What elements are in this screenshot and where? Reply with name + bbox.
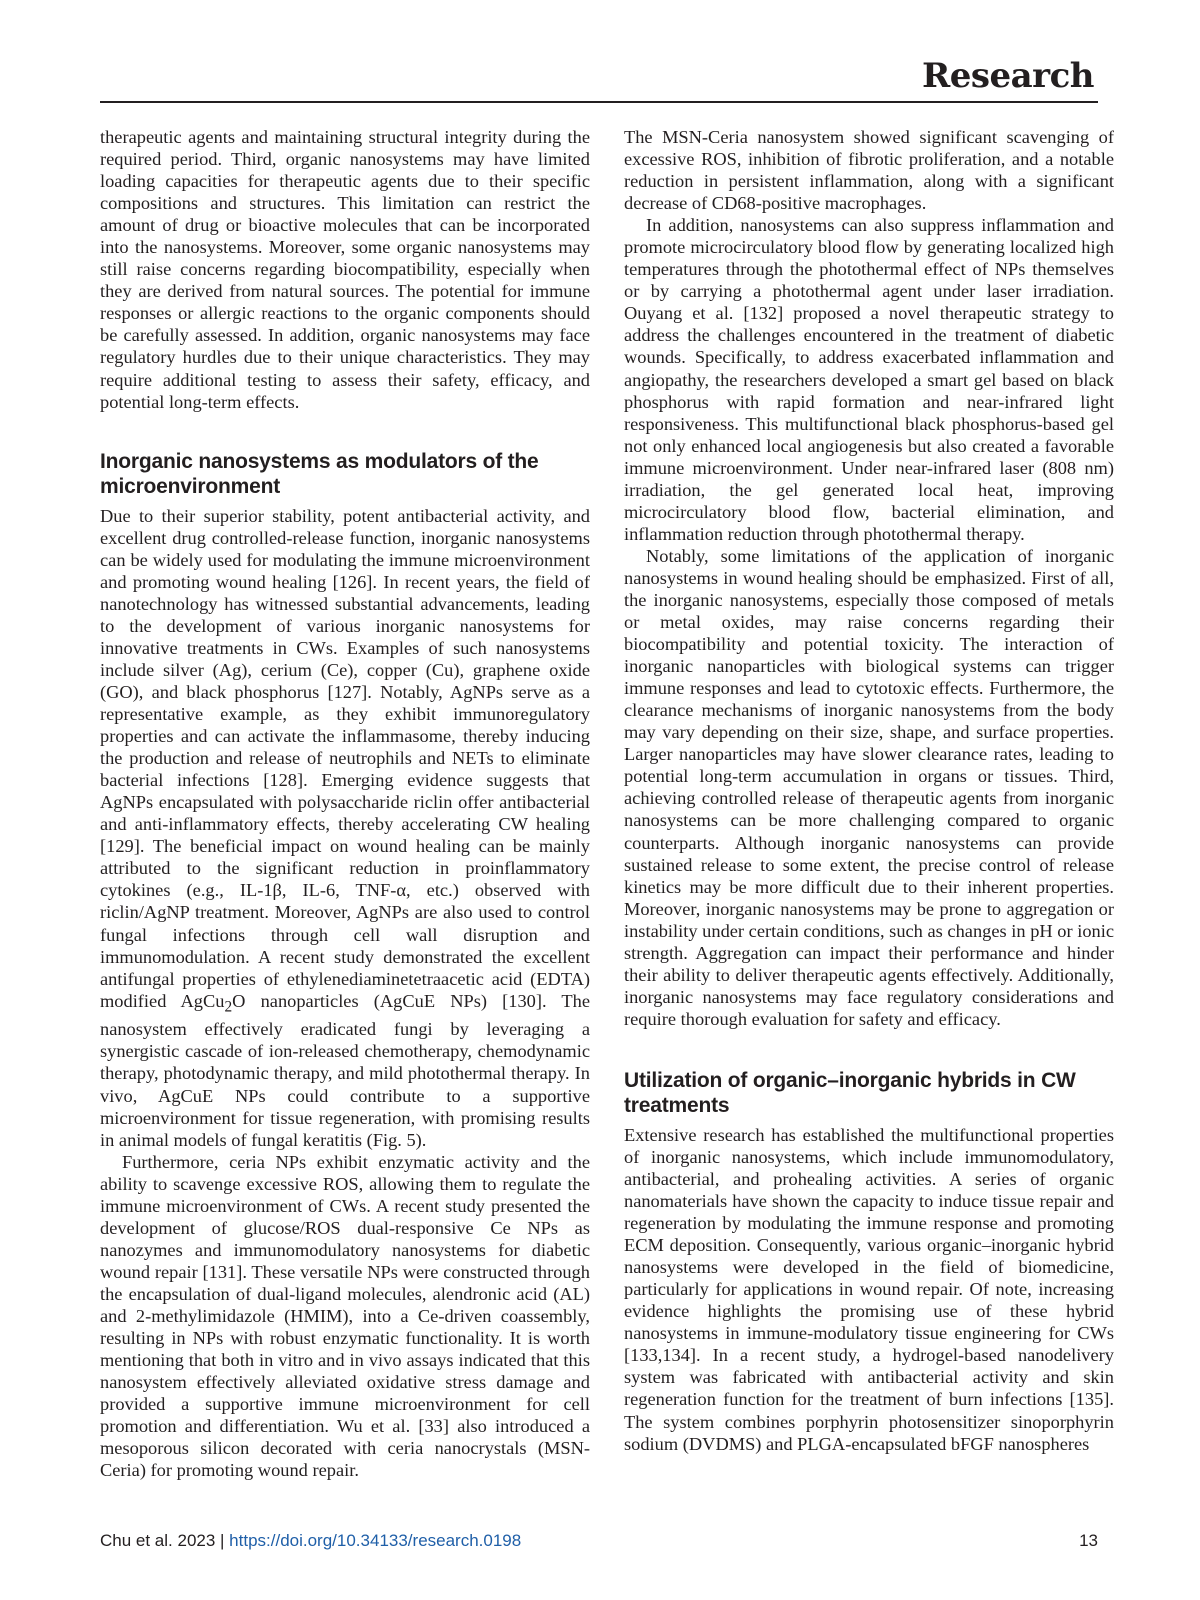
section-heading-inorganic: Inorganic nanosystems as modulators of the microenvironment — [100, 449, 539, 498]
page-footer — [100, 1531, 1098, 1551]
paragraph-continued: therapeutic agents and maintaining structural integrity during the required period. Third, organic nanosystems may have limited loading capacities for therapeutic agents due to their specific compositions and structures. This limitation can restrict the amount of drug or bioactive molecules that can be incorporated into the nanosystems. Moreover, some organic nanosystems may still raise concerns regarding biocompatibility, especially when they are derived from natural sources. The potential for immune responses or allergic reactions to the organic components should be carefully assessed. In addition, organic nanosystems may face regulatory hurdles due to their unique characteristics. They may require additional testing to assess their safety, efficacy, and potential long-term effects. — [100, 127, 590, 412]
paragraph-continued: The MSN-Ceria nanosystem showed significant scavenging of excessive ROS, inhibition of fibrotic proliferation, and a notable reduction in persistent inflammation, along with a significant decrease of CD68-positive macrophages. — [624, 127, 1114, 214]
citation: Chu et al. 2023 | — [100, 1531, 230, 1550]
journal-title: Research — [921, 56, 1094, 96]
left-column — [100, 126, 590, 1481]
paragraph-hybrids: Extensive research has established the multifunctional properties of inorganic nanosystems, which include immunomodulatory, antibacterial, and prohealing activities. A series of organic nanomaterials have shown the capacity to induce tissue repair and regeneration by modulating the immune response and promoting ECM deposition. Consequently, various organic–inorganic hybrid nanosystems were developed in the field of biomedicine, particularly for applications in wound repair. Of note, increasing evidence highlights the promising use of these hybrid nanosystems in immune-modulatory tissue engineering for CWs [133,134]. In a recent study, a hydrogel-based nanodelivery system was fabricated with antibacterial activity and skin regeneration function for the treatment of burn infections [135]. The system combines porphyrin photosensitizer sinoporphyrin sodium (DVDMS) and PLGA-encapsulated bFGF nanospheres — [624, 1124, 1114, 1454]
paragraph-limitations: Notably, some limitations of the application of inorganic nanosystems in wound healing should be emphasized. First of all, the inorganic nanosystems, especially those composed of metals or metal oxides, may raise concerns regarding their biocompatibility and potential toxicity. The interaction of inorganic nanoparticles with biological systems can trigger immune responses and lead to cytotoxic effects. Furthermore, the clearance mechanisms of inorganic nanosystems from the body may vary depending on their size, shape, and surface properties. Larger nanoparticles may have slower clearance rates, leading to potential long-term accumulation in organs or tissues. Third, achieving controlled release of therapeutic agents from inorganic nanosystems can be more challenging compared to organic counterparts. Although inorganic nanosystems can provide sustained release to some extent, the precise control of release kinetics may be more difficult due to their inherent properties. Moreover, inorganic nanosystems may be prone to aggregation or instability under certain conditions, such as changes in pH or ionic strength. Aggregation can impact their performance and hinder their ability to deliver therapeutic agents effectively. Additionally, inorganic nanosystems may face regulatory considerations and require thorough evaluation for safety and efficacy. — [624, 545, 1114, 1029]
paragraph-photothermal: In addition, nanosystems can also suppress inflammation and promote microcirculatory blood flow by generating localized high temperatures through the photothermal effect of NPs themselves or by carrying a photothermal agent under laser irradiation. Ouyang et al. [132] proposed a novel therapeutic strategy to address the challenges encountered in the treatment of diabetic wounds. Specifically, to address exacerbated inflammation and angiopathy, the researchers developed a smart gel based on black phosphorus with rapid formation and near-infrared light responsiveness. This multifunctional black phosphorus-based gel not only enhanced local angiogenesis but also created a favorable immune microenvironment. Under near-infrared laser (808 nm) irradiation, the gel generated local heat, improving microcirculatory blood flow, bacterial elimination, and inflammation reduction through photothermal therapy. — [624, 215, 1114, 544]
header-rule — [100, 101, 1098, 103]
doi-link[interactable]: https://doi.org/10.34133/research.0198 — [229, 1531, 522, 1550]
section-heading-hybrids: Utilization of organic–inorganic hybrids in CW treatments — [624, 1068, 1076, 1117]
paragraph-inorganic-1 — [100, 505, 590, 1151]
paragraph-text-part: Due to their superior stability, potent antibacterial activity, and excellent drug controlled-release function, inorganic nanosystems can be widely used for modulating the immune microenvironment and promoting wound healing [126]. In recent years, the field of nanotechnology has witnessed substantial advancements, leading to the development of various inorganic nanosystems for innovative treatments in CWs. Examples of such nanosystems include silver (Ag), cerium (Ce), copper (Cu), graphene oxide (GO), and black phosphorus [127]. Notably, AgNPs serve as a representative example, as they exhibit immunoregulatory properties and can activate the inflammasome, thereby inducing the production and release of neutrophils and NETs to eliminate bacterial infections [128]. Emerging evidence suggests that AgNPs encapsulated with polysaccharide riclin offer antibacterial and anti-inflammatory effects, thereby accelerating CW healing [129]. The beneficial impact on wound healing can be mainly attributed to the significant reduction in proinflammatory cytokines (e.g., IL-1β, IL-6, TNF-α, etc.) observed with riclin/AgNP treatment. Moreover, AgNPs are also used to control fungal infections through cell wall disruption and immunomodulation. A recent study demonstrated the excellent antifungal properties of ethylenediaminetetraacetic acid (EDTA) modified AgCu — [100, 505, 590, 1011]
paragraph-ceria: Furthermore, ceria NPs exhibit enzymatic activity and the ability to scavenge excessive ROS, allowing them to regulate the immune microenvironment of CWs. A recent study presented the development of glucose/ROS dual-responsive Ce NPs as nanozymes and immunomodulatory nanosystems for diabetic wound repair [131]. These versatile NPs were constructed through the encapsulation of dual-ligand molecules, alendronic acid (AL) and 2-methylimidazole (HMIM), into a Ce-driven coassembly, resulting in NPs with robust enzymatic functionality. It is worth mentioning that both in vitro and in vivo assays indicated that this nanosystem effectively alleviated oxidative stress damage and provided a supportive immune microenvironment for cell promotion and differentiation. Wu et al. [33] also introduced a mesoporous silicon decorated with ceria nanocrystals (MSN-Ceria) for promoting wound repair. — [100, 1151, 590, 1481]
page-number: 13 — [1079, 1531, 1098, 1550]
right-column — [624, 126, 1114, 1455]
paragraph-text-part: O nanoparticles (AgCuE NPs) [130]. The nanosystem effectively eradicated fungi by leveraging a synergistic cascade of ion-released chemotherapy, chemodynamic therapy, photodynamic therapy, and mild photothermal therapy. In vivo, AgCuE NPs could contribute to a supportive microenvironment for tissue regeneration, with promising results in animal models of fungal keratitis (Fig. 5). — [100, 990, 591, 1150]
subscript-2: 2 — [224, 998, 233, 1016]
